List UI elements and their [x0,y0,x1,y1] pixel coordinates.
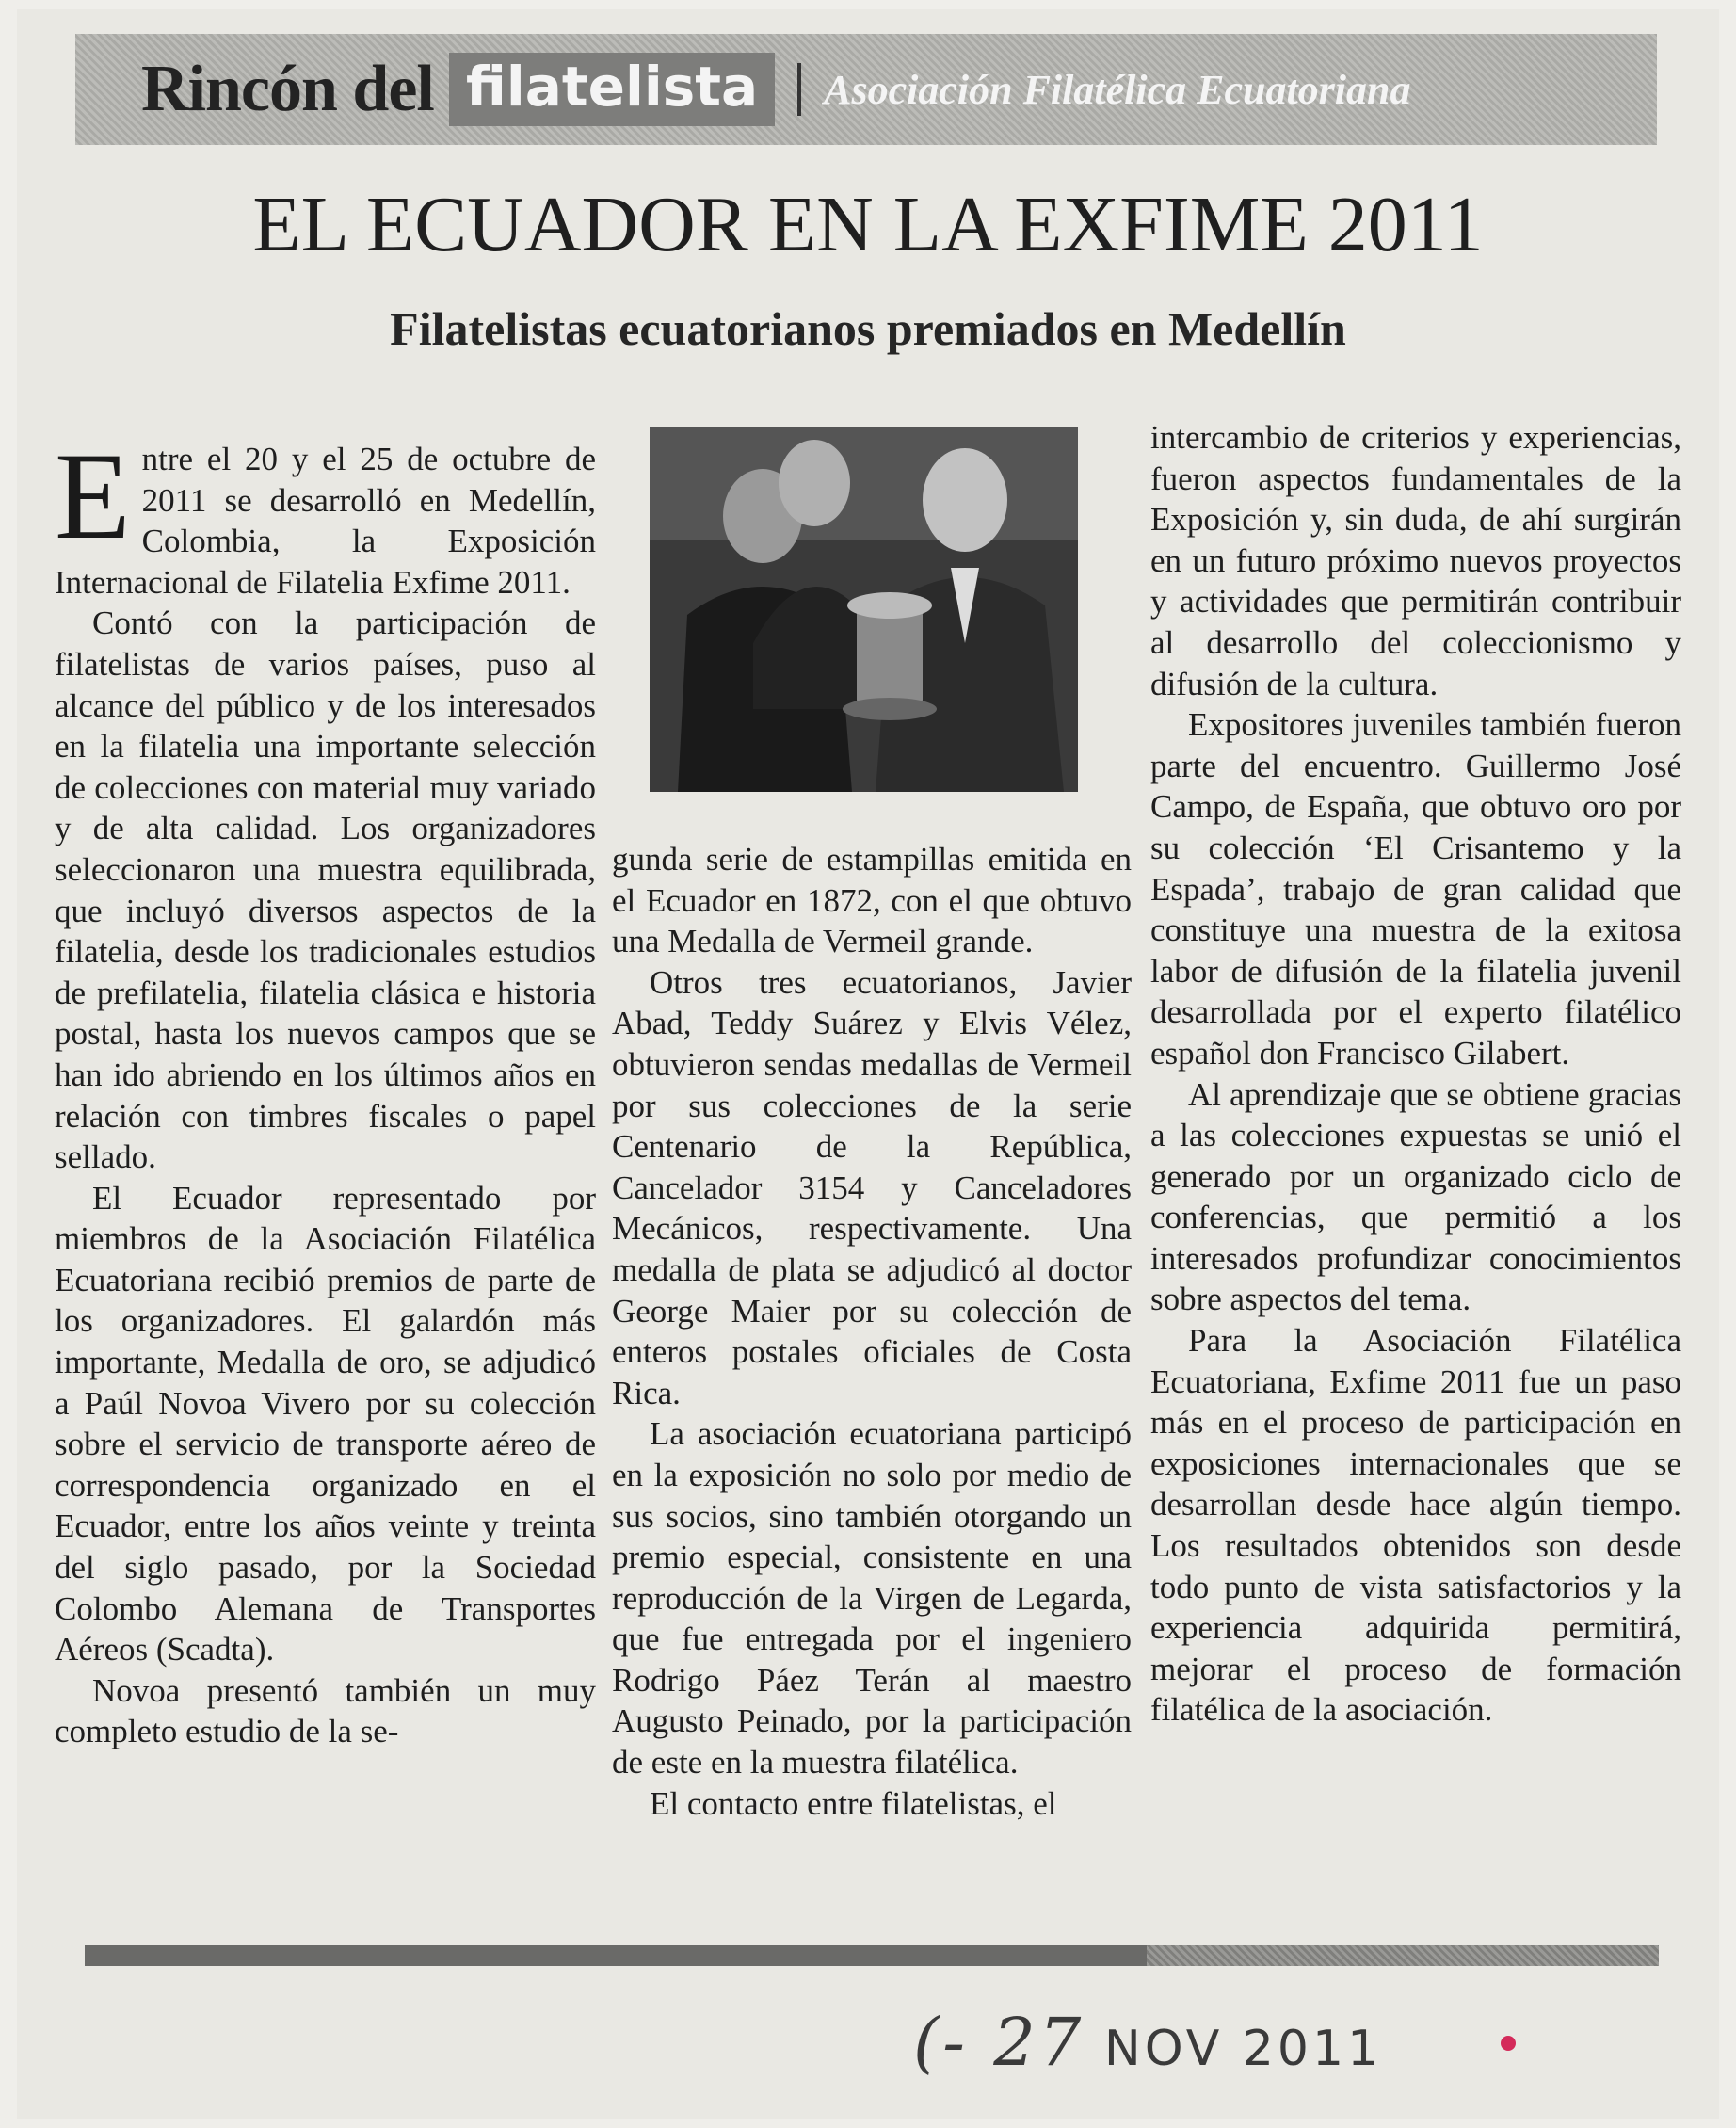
article-paragraph [55,427,596,603]
article-paragraph: Al aprendizaje que se obtiene gracias a las colecciones expuestas se unió el generado por un organizado ciclo de conferencias, que permitió a los interesados profundizar conocimientos sobre aspectos del tema. [1150,1075,1681,1318]
drop-cap: E [55,427,131,565]
article-paragraph: El Ecuador representado por miembros de la Asociación Filatélica Ecuatoriana recibió premios de parte de los organizadores. El galardón más importante, Medalla de oro, se adjudicó a Paúl Novoa Vivero por su colección sobre el servicio de transporte aéreo de correspondencia organizado en el Ecuador, entre los años veinte y treinta del siglo pasado, por la Sociedad Colombo Alemana de Transportes Aéreos (Scadta). [55,1179,596,1669]
section-title-rincon: Rincón del [141,53,434,125]
article-column-2 [612,839,1132,1824]
article-paragraph: gunda serie de estampillas emitida en el Ecuador en 1872, con el que obtuvo una Medalla de Vermeil grande. [612,841,1132,960]
handwritten-date: (- 27 [913,2004,1085,2081]
article-paragraph: Expositores juveniles también fueron parte del encuentro. Guillermo José Campo, de España, que obtuvo oro por su colección ‘El Crisantemo y la Espada’, trabajo de gran calidad que constituye una muestra de la exitosa labor de difusión de la filatelia juvenil desarrollada por el experto filatélico español don Francisco Gilabert. [1150,706,1681,1072]
footer-rule-dark-segment [85,1945,1147,1966]
red-mark [1501,2036,1516,2051]
article-subheadline: Filatelistas ecuatorianos premiados en Medellín [390,302,1346,355]
paragraph-text: ntre el 20 y el 25 de octubre de 2011 se desarrolló en Medellín, Colombia, la Exposición Internacional de Filatelia Exfime 2011. [55,441,596,601]
article-paragraph: intercambio de criterios y experiencias, fueron aspectos fundamentales de la Exposición y, sin duda, de ahí surgirán en un futuro próximo nuevos proyectos y actividades que permitirán contribuir al desarrollo del coleccionismo y difusión de la cultura. [1150,419,1681,702]
date-stamp [913,2004,1382,2081]
photo-illustration [650,427,1078,792]
article-column-3 [1150,417,1681,1731]
article-paragraph: Novoa presentó también un muy completo estudio de la se- [55,1671,596,1750]
article-headline: EL ECUADOR EN LA EXFIME 2011 [252,181,1484,268]
article-paragraph: Otros tres ecuatorianos, Javier Abad, Teddy Suárez y Elvis Vélez, obtuvieron sendas medallas de Vermeil por sus colecciones de la serie Centenario de la República, Cancelador 3154 y Canceladores Mecánicos, respectivamente. Una medalla de plata se adjudicó al doctor George Maier por su colección de enteros postales oficiales de Costa Rica. [612,963,1132,1411]
article-paragraph: El contacto entre filatelistas, el [650,1784,1057,1822]
header-divider [797,63,801,116]
article-column-1 [55,427,596,1752]
article-paragraph: Para la Asociación Filatélica Ecuatoriana, Exfime 2011 fue un paso más en el proceso de participación en exposiciones internacionales que se desarrollan desde hace algún tiempo. Los resultados obtenidos son desde todo punto de vista satisfactorios y la experiencia adquirida permitirá, mejorar el proceso de formación filatélica de la asociación. [1150,1322,1681,1729]
footer-rule [85,1945,1659,1966]
section-title-filatelista: filatelista [449,53,775,126]
section-association: Asociación Filatélica Ecuatoriana [824,66,1411,113]
article-paragraph: La asociación ecuatoriana participó en la exposición no solo por medio de sus socios, sino también otorgando un premio especial, consistente en una reproducción de la Virgen de Legarda, que fue entregada por el ingeniero Rodrigo Páez Terán al maestro Augusto Peinado, por la participación de este en la muestra filatélica. [612,1415,1132,1781]
section-header [75,34,1657,145]
article-photo [650,427,1078,792]
printed-date: NOV 2011 [1103,2021,1383,2077]
article-paragraph: Contó con la participación de filatelistas de varios países, puso al alcance del público y de los interesados en la filatelia una importante selección de colecciones con material muy variado y de alta calidad. Los organizadores seleccionaron una muestra equilibrada, que incluyó diversos aspectos de la filatelia, desde los tradicionales estudios de prefilatelia, filatelia clásica e historia postal, hasta los nuevos campos que se han ido abriendo en los últimos años en relación con timbres fiscales o papel sellado. [55,605,596,1176]
